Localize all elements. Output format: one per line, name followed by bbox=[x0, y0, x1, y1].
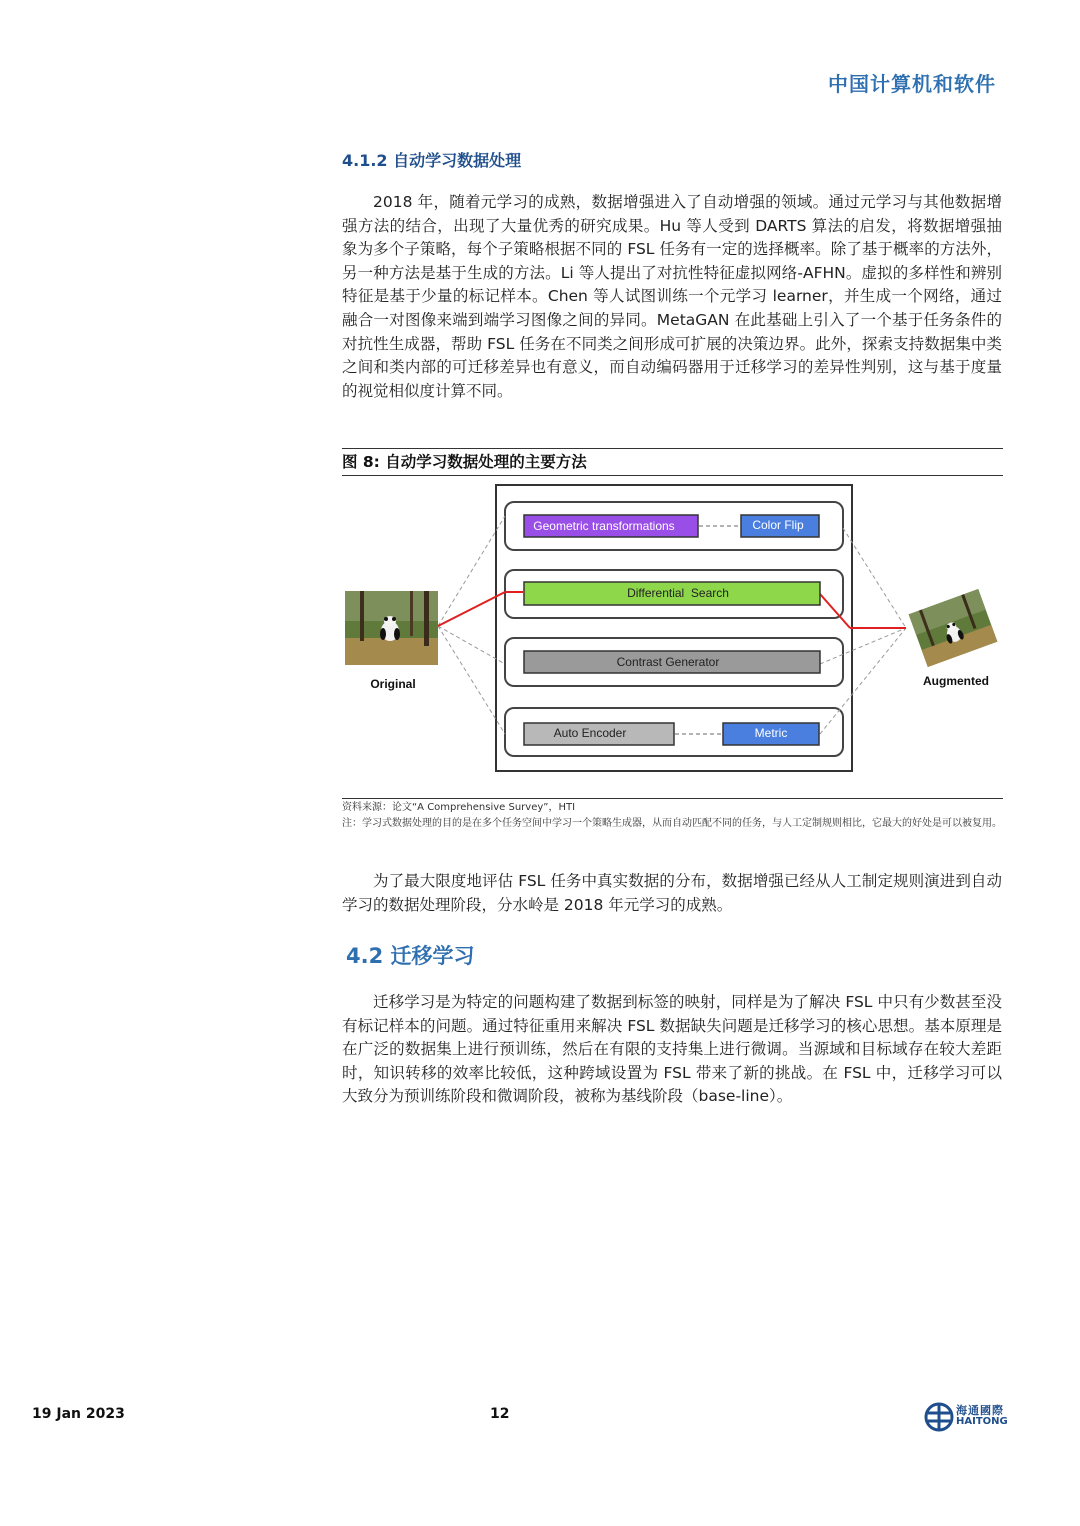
original-panda-image bbox=[345, 591, 438, 665]
logo-text-cn: 海通國際 bbox=[956, 1404, 1004, 1417]
label-geometric-transformations: Geometric transformations bbox=[533, 519, 675, 533]
figure-source-note bbox=[342, 800, 1003, 832]
haitong-logo-icon bbox=[924, 1402, 954, 1432]
logo-text-en: HAITONG bbox=[956, 1416, 1008, 1427]
augmented-label: Augmented bbox=[923, 674, 989, 688]
label-differential-search: Differential Search bbox=[627, 586, 729, 600]
haitong-logo bbox=[924, 1400, 1014, 1434]
augmented-panda-image bbox=[907, 589, 999, 667]
label-auto-encoder: Auto Encoder bbox=[553, 726, 627, 740]
label-metric: Metric bbox=[754, 726, 788, 740]
section-4-1-2-title: 4.1.2 自动学习数据处理 bbox=[342, 151, 522, 170]
figure-note: 注：学习式数据处理的目的是在多个任务空间中学习一个策略生成器，从而自动匹配不同的任务，与人工定制规则相比，它最大的好处是可以被复用。 bbox=[342, 818, 1002, 829]
selected-path-left bbox=[438, 592, 505, 626]
label-color-flip: Color Flip bbox=[752, 518, 804, 532]
footer-date: 19 Jan 2023 bbox=[32, 1406, 125, 1422]
section-4-2-paragraph: 迁移学习是为特定的问题构建了数据到标签的映射，同样是为了解决 FSL 中只有少数甚至没有标记样本的问题。通过特征重用来解决 FSL 数据缺失问题是迁移学习的核心思想。基本原理是在广泛的数据集上进行预训练，然后在有限的支持集上进行微调。当源域和目标域存在较大差距时，知识转移的效率比较低，这种跨域设置为 FSL 带来了新的挑战。在 FSL 中，迁移学习可以大致分为预训练阶段和微调阶段，被称为基线阶段（base-line）。 bbox=[342, 993, 1002, 1106]
figure-8-title: 图 8: 自动学习数据处理的主要方法 bbox=[342, 448, 1003, 476]
footer-page-number: 12 bbox=[490, 1406, 510, 1422]
label-contrast-generator: Contrast Generator bbox=[616, 655, 720, 669]
figure-bottom-rule bbox=[342, 798, 1003, 799]
figure-source: 资料来源：论文“A Comprehensive Survey”，HTI bbox=[342, 802, 576, 813]
section-4-2-title: 4.2 迁移学习 bbox=[346, 944, 475, 968]
original-label: Original bbox=[370, 677, 416, 691]
figure-8-diagram bbox=[342, 478, 1003, 798]
paragraph-after-figure: 为了最大限度地评估 FSL 任务中真实数据的分布，数据增强已经从人工制定规则演进到自动学习的数据处理阶段，分水岭是 2018 年元学习的成熟。 bbox=[342, 872, 1002, 914]
report-header-title: 中国计算机和软件 bbox=[828, 72, 996, 96]
section-4-1-2-paragraph: 2018 年，随着元学习的成熟，数据增强进入了自动增强的领域。通过元学习与其他数据增强方法的结合，出现了大量优秀的研究成果。Hu 等人受到 DARTS 算法的启发，将数据增强抽象为多个子策略，每个子策略根据不同的 FSL 任务有一定的选择概率。除了基于概率的方法外，另一种方法是基于生成的方法。Li 等人提出了对抗性特征虚拟网络-AFHN。虚拟的多样性和辨别特征是基于少量的标记样本。Chen 等人试图训练一个元学习 learner，并生成一个网络，通过融合一对图像来端到端学习图像之间的异同。MetaGAN 在此基础上引入了一个基于任务条件的对抗性生成器，帮助 FSL 任务在不同类之间形成可扩展的决策边界。此外，探索支持数据集中类之间和类内部的可迁移差异也有意义，而自动编码器用于迁移学习的差异性判别，这与基于度量的视觉相似度计算不同。 bbox=[342, 193, 1002, 400]
